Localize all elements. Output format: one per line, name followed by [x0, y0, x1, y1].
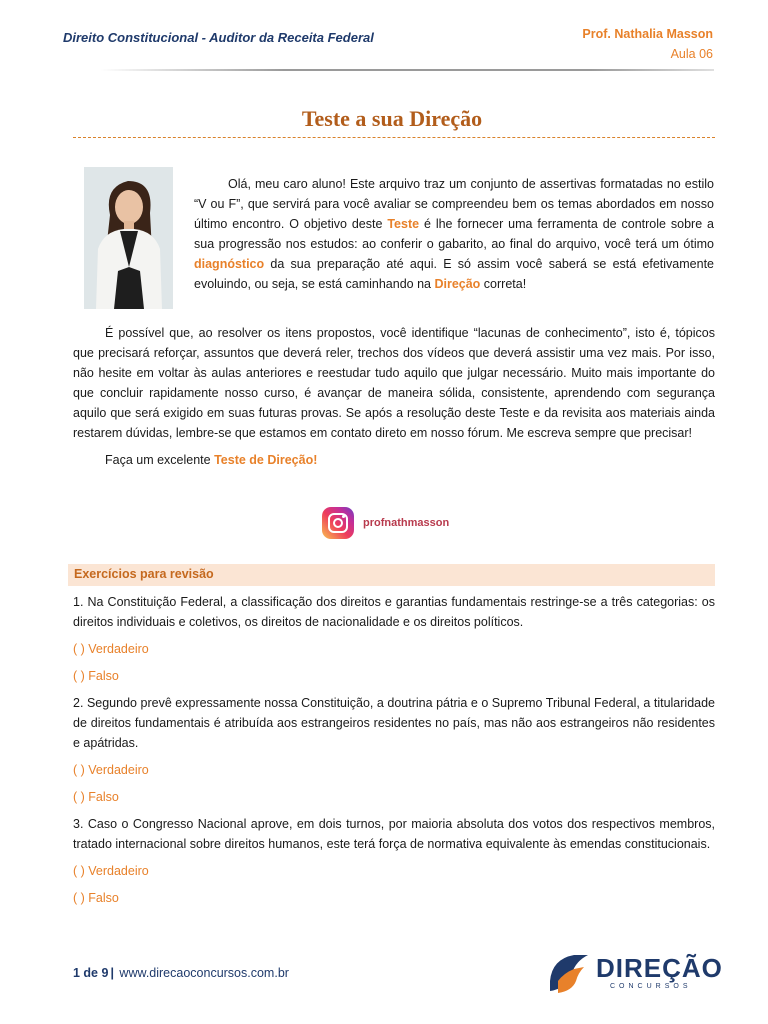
footer-separator: |	[110, 966, 114, 980]
question-item	[73, 814, 715, 908]
option-verdadeiro[interactable]: ( ) Verdadeiro	[73, 642, 149, 656]
professor-name: Prof. Nathalia Masson	[582, 27, 713, 41]
option-verdadeiro[interactable]: ( ) Verdadeiro	[73, 864, 149, 878]
closing-text: Faça um excelente	[105, 453, 215, 467]
brand-logo	[548, 951, 723, 997]
title-divider	[73, 137, 715, 138]
body-paragraph-3	[73, 450, 715, 470]
highlight-diagnostico: diagnóstico	[194, 257, 265, 271]
lesson-number: Aula 06	[670, 47, 713, 61]
section-title: Exercícios para revisão	[74, 567, 214, 581]
social-link[interactable]	[322, 507, 449, 539]
footer	[73, 966, 289, 980]
intro-paragraph	[194, 174, 714, 294]
intro-text-3: da sua preparação até aqui. E só assim você saberá se está efetivamente evoluindo, ou seja, se está caminhando na	[194, 257, 714, 291]
logo-subtitle: CONCURSOS	[610, 983, 692, 990]
question-text: 1. Na Constituição Federal, a classificação dos direitos e garantias fundamentais restringe-se a três categorias: os direitos individuais e coletivos, os direitos de nacionalidade e os direitos políticos.	[73, 595, 715, 629]
highlight-teste: Teste	[387, 217, 420, 231]
page-title: Teste a sua Direção	[301, 106, 483, 131]
page-number: 1 de 9	[73, 966, 109, 980]
logo-mark-icon	[548, 951, 592, 995]
intro-text-1: Olá, meu caro aluno! Este arquivo traz um conjunto de assertivas formatadas no estilo “V ou F”, que servirá para você avaliar se compreendeu bem os temas abordados em nosso último encontro. O objetivo deste	[194, 177, 714, 231]
question-text: 3. Caso o Congresso Nacional aprove, em dois turnos, por maioria absoluta dos votos dos respectivos membros, tratado internacional sobre direitos humanos, este terá força de normativa equivalente às emendas constitucionais.	[73, 817, 715, 851]
header-divider	[100, 69, 714, 71]
intro-text-2: é lhe fornecer uma ferramenta de controle sobre a sua progressão nos estudos: ao conferir o gabarito, ao final do arquivo, você terá um ótimo	[194, 217, 714, 251]
option-falso[interactable]: ( ) Falso	[73, 891, 119, 905]
closing-highlight: Teste de Direção!	[214, 453, 318, 467]
author-photo	[84, 167, 173, 309]
body-paragraph-2: É possível que, ao resolver os itens propostos, você identifique “lacunas de conhecimento”, isto é, tópicos que precisará reforçar, assuntos que deverá reler, trechos dos vídeos que deverá assistir uma vez mais. Por isso, não hesite em voltar às aulas anteriores e reestudar tudo aquilo que julgar necessário. Muito mais importante do que concluir rapidamente nosso curso, é avançar de maneira sólida, consistente, aprendendo com segurança aquilo que será exigido em suas futuras provas. Se após a resolução deste Teste e da revisita aos materiais ainda restarem dúvidas, lembre-se que estamos em contato direto em nosso fórum. Me escreva sempre que precisar!	[73, 326, 715, 440]
website-link[interactable]: www.direcaoconcursos.com.br	[119, 966, 289, 980]
question-item	[73, 693, 715, 807]
option-falso[interactable]: ( ) Falso	[73, 790, 119, 804]
instagram-handle[interactable]: profnathmasson	[363, 517, 450, 529]
section-header	[68, 564, 715, 586]
logo-wordmark: DIREÇÃO	[596, 953, 723, 983]
question-item	[73, 592, 715, 686]
option-verdadeiro[interactable]: ( ) Verdadeiro	[73, 763, 149, 777]
header-right	[582, 24, 713, 64]
intro-text-4: correta!	[480, 277, 527, 291]
option-falso[interactable]: ( ) Falso	[73, 669, 119, 683]
instagram-icon	[322, 507, 354, 539]
course-title: Direito Constitucional - Auditor da Receita Federal	[63, 30, 374, 45]
highlight-direcao: Direção	[434, 277, 481, 291]
question-text: 2. Segundo prevê expressamente nossa Constituição, a doutrina pátria e o Supremo Tribunal Federal, a titularidade de direitos fundamentais é atribuída aos estrangeiros residentes no país, mas não aos estrangeiros não residentes e apátridas.	[73, 696, 715, 750]
question-list	[73, 592, 715, 915]
